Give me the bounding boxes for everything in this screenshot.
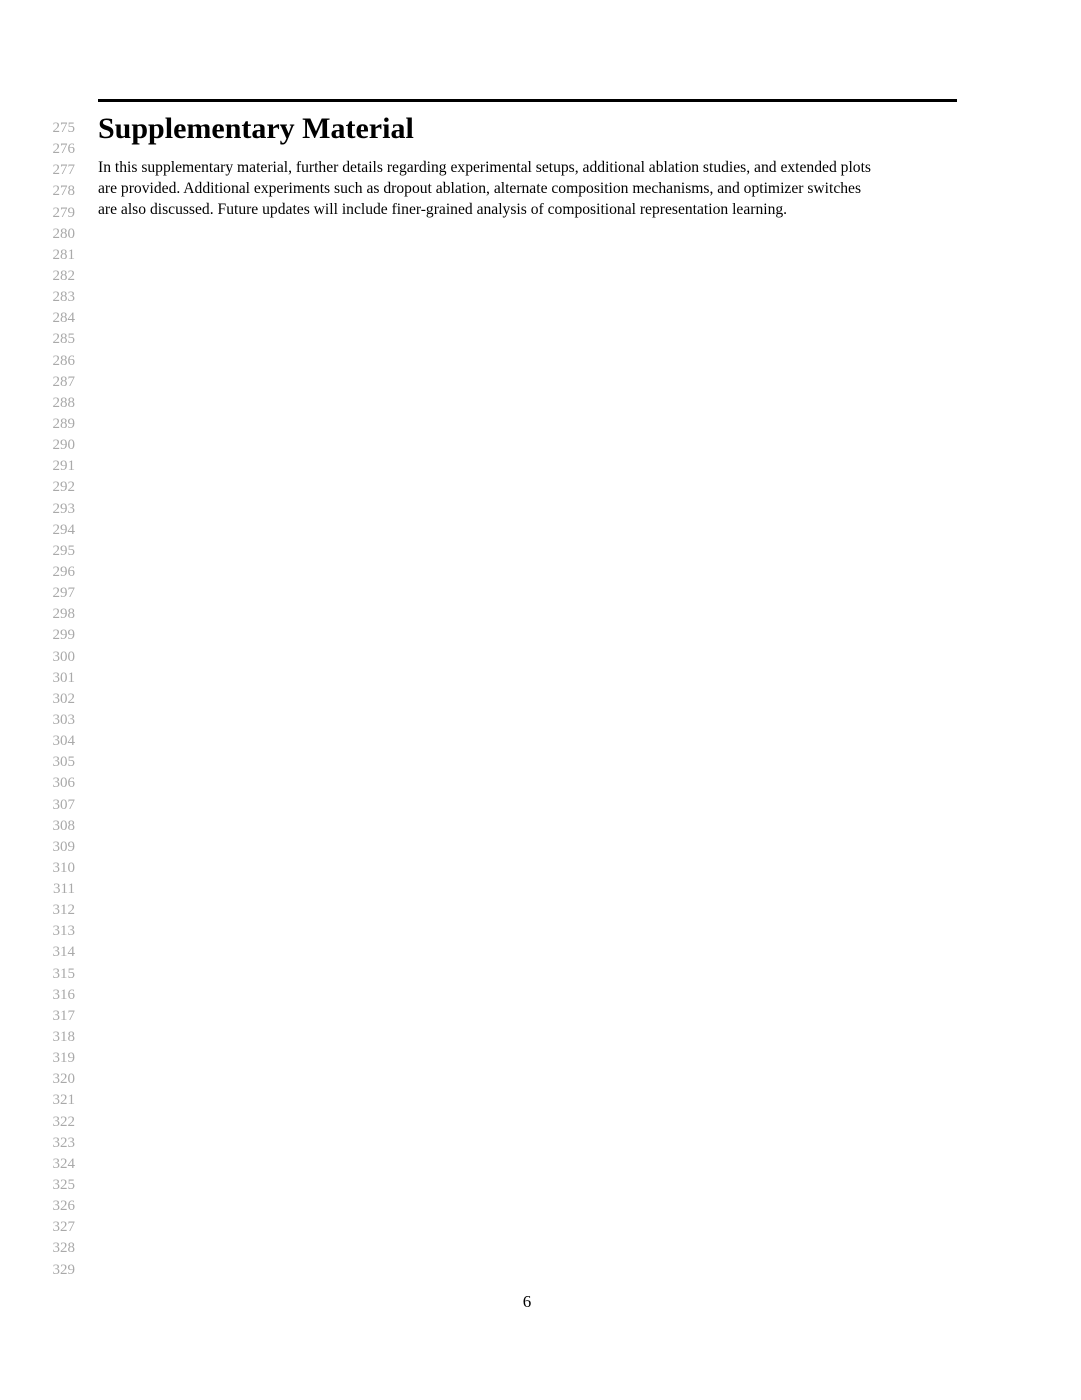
line-number: 327 [52,1219,75,1236]
line-number: 292 [52,479,75,496]
line-number-gutter [30,118,75,1281]
line-number: 324 [52,1155,75,1172]
body-line: In this supplementary material, further details regarding experimental setups, additional ablation studies, and extended plots [98,159,871,176]
line-number: 291 [52,458,75,475]
line-number: 310 [52,859,75,876]
line-number: 276 [52,141,75,158]
line-number: 328 [52,1240,75,1257]
line-number: 290 [52,437,75,454]
page-number: 6 [522,1292,532,1311]
line-number: 287 [52,373,75,390]
line-number: 282 [52,267,75,284]
line-number: 322 [52,1113,75,1130]
line-number: 306 [52,775,75,792]
line-number: 281 [52,246,75,263]
line-number: 289 [52,415,75,432]
line-number: 300 [52,648,75,665]
line-number: 329 [52,1261,75,1278]
line-number: 318 [52,1029,75,1046]
top-rule [98,99,957,102]
line-number: 277 [52,162,75,179]
line-number: 295 [52,542,75,559]
line-number: 303 [52,711,75,728]
line-number: 317 [52,1007,75,1024]
line-number: 279 [52,204,75,221]
line-number: 297 [52,585,75,602]
line-number: 304 [52,733,75,750]
line-number: 315 [52,965,75,982]
body-line: are also discussed. Future updates will include finer-grained analysis of compositional representation learning. [98,201,788,218]
line-number: 308 [52,817,75,834]
line-number: 296 [52,563,75,580]
line-number: 278 [52,183,75,200]
line-number: 302 [52,690,75,707]
line-number: 286 [52,352,75,369]
line-number: 311 [53,881,75,898]
line-number: 316 [52,986,75,1003]
line-number: 288 [52,394,75,411]
line-number: 275 [52,120,75,136]
line-number: 319 [52,1050,75,1067]
line-number: 301 [52,669,75,686]
line-number: 305 [52,754,75,771]
line-number: 283 [52,289,75,306]
line-number: 307 [52,796,75,813]
line-number: 298 [52,606,75,623]
line-number: 312 [52,902,75,919]
line-number: 314 [52,944,75,961]
line-number: 293 [52,500,75,517]
line-number: 323 [52,1134,75,1151]
section-title: Supplementary Material [98,112,414,145]
line-number: 326 [52,1198,75,1215]
line-number: 325 [52,1177,75,1194]
body-paragraph [98,157,960,220]
line-number: 294 [52,521,75,538]
line-number: 280 [52,225,75,242]
body-line: are provided. Additional experiments such as dropout ablation, alternate composition mechanisms, and optimizer switches [98,180,862,197]
line-number: 309 [52,838,75,855]
line-number: 299 [52,627,75,644]
line-number: 320 [52,1071,75,1088]
line-number: 285 [52,331,75,348]
line-number: 321 [52,1092,75,1109]
line-number: 313 [52,923,75,940]
line-number: 284 [52,310,75,327]
